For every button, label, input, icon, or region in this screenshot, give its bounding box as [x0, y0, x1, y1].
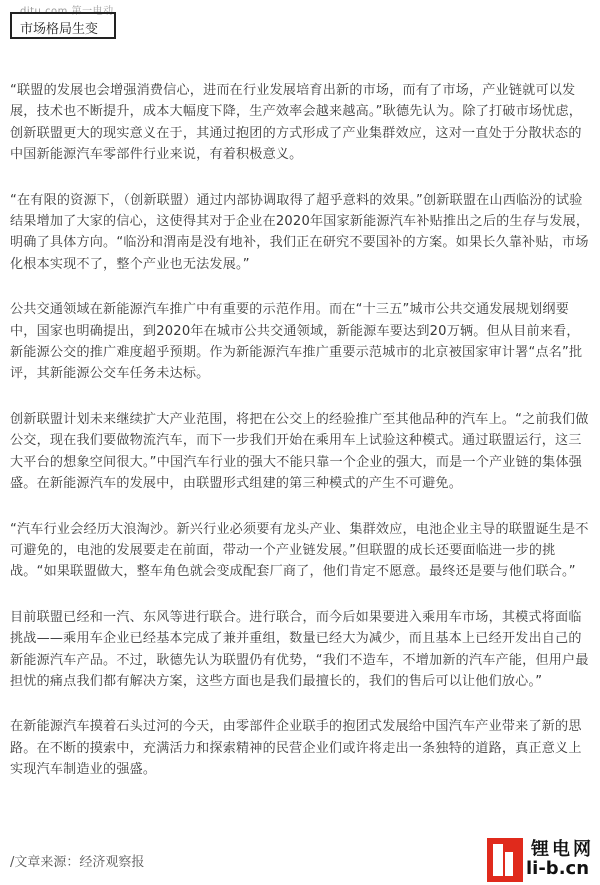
- paragraph: “在有限的资源下，（创新联盟）通过内部协调取得了超乎意料的效果。”创新联盟在山西临汾的试验结果增加了大家的信心，这使得其对于企业在2020年国家新能源汽车补贴推出之后的生存与发展，明确了具体方向。“临汾和渭南是没有地补，我们正在研究不要国补的方案。如果长久靠补贴，市场化根本实现不了，整个产业也无法发展。”: [10, 192, 590, 272]
- paragraph: 公共交通领域在新能源汽车推广中有重要的示范作用。而在“十三五”城市公共交通发展规划纲要中，国家也明确提出，到2020年在城市公共交通领域，新能源车要达到20万辆。但从目前来看，新能源公交的推广难度超乎预期。作为新能源汽车推广重要示范城市的北京被国家审计署“点名”批评，其新能源公交车任务未达标。: [10, 302, 583, 382]
- paragraph: 目前联盟已经和一汽、东风等进行联合。进行联合，而今后如果要进入乘用车市场，其模式将面临挑战——乘用车企业已经基本完成了兼并重组，数量已经大为减少，而且基本上已经开发出自己的新能源汽车产品。不过，耿德先认为联盟仍有优势，“我们不造车，不增加新的汽车产能，但用户最担忧的痛点我们都有解决方案，这些方面也是我们最擅长的，我们的售后可以让他们放心。”: [10, 609, 589, 689]
- article-source: /文章来源：经济观察报: [10, 855, 145, 870]
- watermark-text: ditu.com 第一电动: [20, 6, 114, 17]
- site-logo-icon: [487, 838, 523, 882]
- site-logo-domain: li-b.cn: [526, 858, 590, 879]
- paragraph: “联盟的发展也会增强消费信心，进而在行业发展培育出新的市场，而有了市场，产业链就可以发展，技术也不断提升，成本大幅度下降，生产效率会越来越高。”耿德先认为。除了打破市场忧虑，创新联盟更大的现实意义在于，其通过抱团的方式形成了产业集群效应，这对一直处于分散状态的中国新能源汽车零部件行业来说，有着积极意义。: [10, 83, 583, 163]
- site-logo-name: 锂电网: [531, 839, 594, 860]
- article-body: [10, 80, 592, 805]
- paragraph: 创新联盟计划未来继续扩大产业范围，将把在公交上的经验推广至其他品种的汽车上。“之前我们做公交，现在我们要做物流汽车，而下一步我们开始在乘用车上试验这种模式。通过联盟运行，这三大平台的想象空间很大。”中国汽车行业的强大不能只靠一个企业的强大，而是一个产业链的集体强盛。在新能源汽车的发展中，由联盟形式组建的第三种模式的产生不可避免。: [10, 411, 589, 492]
- paragraph: “汽车行业会经历大浪淘沙。新兴行业必须要有龙头产业、集群效应，电池企业主导的联盟诞生是不可避免的，电池的发展要走在前面，带动一个产业链发展。”但联盟的成长还要面临进一步的挑战。“如果联盟做大，整车角色就会变成配套厂商了，他们肯定不愿意。最终还是要与他们联合。”: [10, 521, 589, 580]
- section-heading: [10, 12, 116, 39]
- section-title: 市场格局生变: [20, 22, 99, 37]
- paragraph: 在新能源汽车摸着石头过河的今天，由零部件企业联手的抱团式发展给中国汽车产业带来了新的思路。在不断的摸索中，充满活力和探索精神的民营企业们或许将走出一条独特的道路，真正意义上实现汽车制造业的强盛。: [10, 719, 582, 778]
